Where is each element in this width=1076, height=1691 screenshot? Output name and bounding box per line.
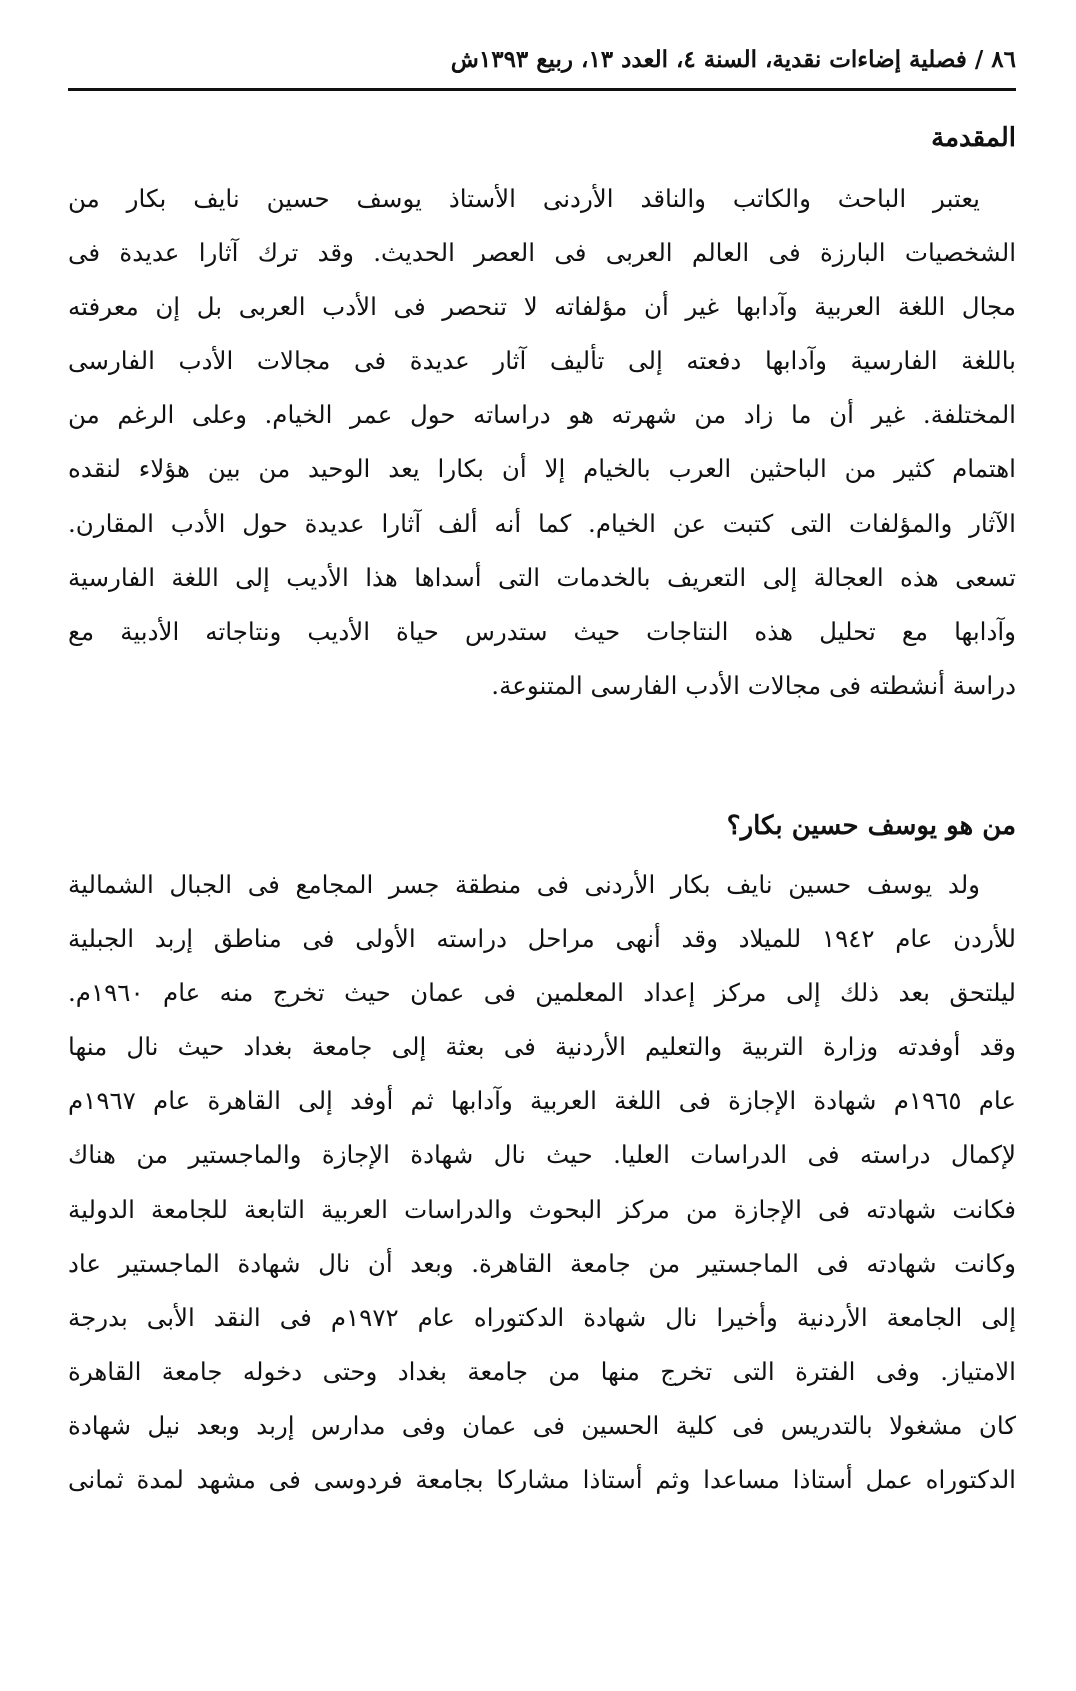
text-line: إلى الجامعة الأردنية وأخيرا نال شهادة الدكتوراه عام ١٩٧٢م فى النقد الأبى بدرجة [68, 1302, 1016, 1332]
text-line: اهتمام كثير من الباحثين العرب بالخيام إلا أن بكارا يعد الوحيد من بين هؤلاء لنقده [68, 454, 1016, 484]
running-header: ٨٦ / فصلية إضاءات نقدية، السنة ٤، العدد ١٣، ربيع ١٣٩٣ش [450, 46, 1016, 73]
text-line: ولد يوسف حسين نايف بكار الأردنى فى منطقة جسر المجامع فى الجبال الشمالية [68, 870, 980, 899]
text-line: كان مشغولا بالتدريس فى كلية الحسين فى عمان وفى مدارس إربد وبعد نيل شهادة [68, 1410, 1016, 1440]
section-heading-biography: من هو يوسف حسين بكار؟ [726, 811, 1016, 841]
text-line: المختلفة. غير أن ما زاد من شهرته هو دراساته حول عمر الخيام. وعلى الرغم من [68, 400, 1016, 430]
text-line: عام ١٩٦٥م شهادة الإجازة فى اللغة العربية وآدابها ثم أوفد إلى القاهرة عام ١٩٦٧م [68, 1086, 1016, 1116]
text-line: باللغة الفارسية وآدابها دفعته إلى تأليف آثار عديدة فى مجالات الأدب الفارسى [68, 346, 1016, 376]
text-line: للأردن عام ١٩٤٢ للميلاد وقد أنهى مراحل دراسته الأولى فى مناطق إربد الجبلية [68, 924, 1016, 954]
text-line: وآدابها مع تحليل هذه النتاجات حيث ستدرس حياة الأديب ونتاجاته الأدبية مع [68, 616, 1016, 646]
text-line: لإكمال دراسته فى الدراسات العليا. حيث نال شهادة الإجازة والماجستير من هناك [68, 1140, 1016, 1170]
text-line: ليلتحق بعد ذلك إلى مركز إعداد المعلمين فى عمان حيث تخرج منه عام ١٩٦٠م. [68, 978, 1016, 1008]
biography-paragraph [68, 858, 1016, 1507]
text-line: الدكتوراه عمل أستاذا مساعدا وثم أستاذا مشاركا بجامعة فردوسى فى مشهد لمدة ثمانى [68, 1465, 1016, 1495]
text-line: مجال اللغة العربية وآدابها غير أن مؤلفاته لا تنحصر فى الأدب العربى بل إن معرفته [68, 292, 1016, 322]
section-heading-introduction: المقدمة [931, 123, 1016, 153]
text-line: الامتياز. وفى الفترة التى تخرج منها من جامعة بغداد وحتى دخوله جامعة القاهرة [68, 1356, 1016, 1386]
text-line: وقد أوفدته وزارة التربية والتعليم الأردنية فى بعثة إلى جامعة بغداد حيث نال منها [68, 1032, 1016, 1062]
text-line: دراسة أنشطته فى مجالات الأدب الفارسى المتنوعة. [491, 670, 1016, 700]
text-line: يعتبر الباحث والكاتب والناقد الأردنى الأستاذ يوسف حسين نايف بكار من [68, 184, 980, 213]
introduction-paragraph [68, 172, 1016, 713]
text-line: وكانت شهادته فى الماجستير من جامعة القاهرة. وبعد أن نال شهادة الماجستير عاد [68, 1248, 1016, 1278]
text-line: فكانت شهادته فى الإجازة من مركز البحوث والدراسات العربية التابعة للجامعة الدولية [68, 1194, 1016, 1224]
text-line: الآثار والمؤلفات التى كتبت عن الخيام. كما أنه ألف آثارا عديدة حول الأدب المقارن. [68, 508, 1016, 538]
text-line: الشخصيات البارزة فى العالم العربى فى العصر الحديث. وقد ترك آثارا عديدة فى [68, 238, 1016, 268]
header-rule [68, 88, 1016, 91]
text-line: تسعى هذه العجالة إلى التعريف بالخدمات التى أسداها هذا الأديب إلى اللغة الفارسية [68, 562, 1016, 592]
